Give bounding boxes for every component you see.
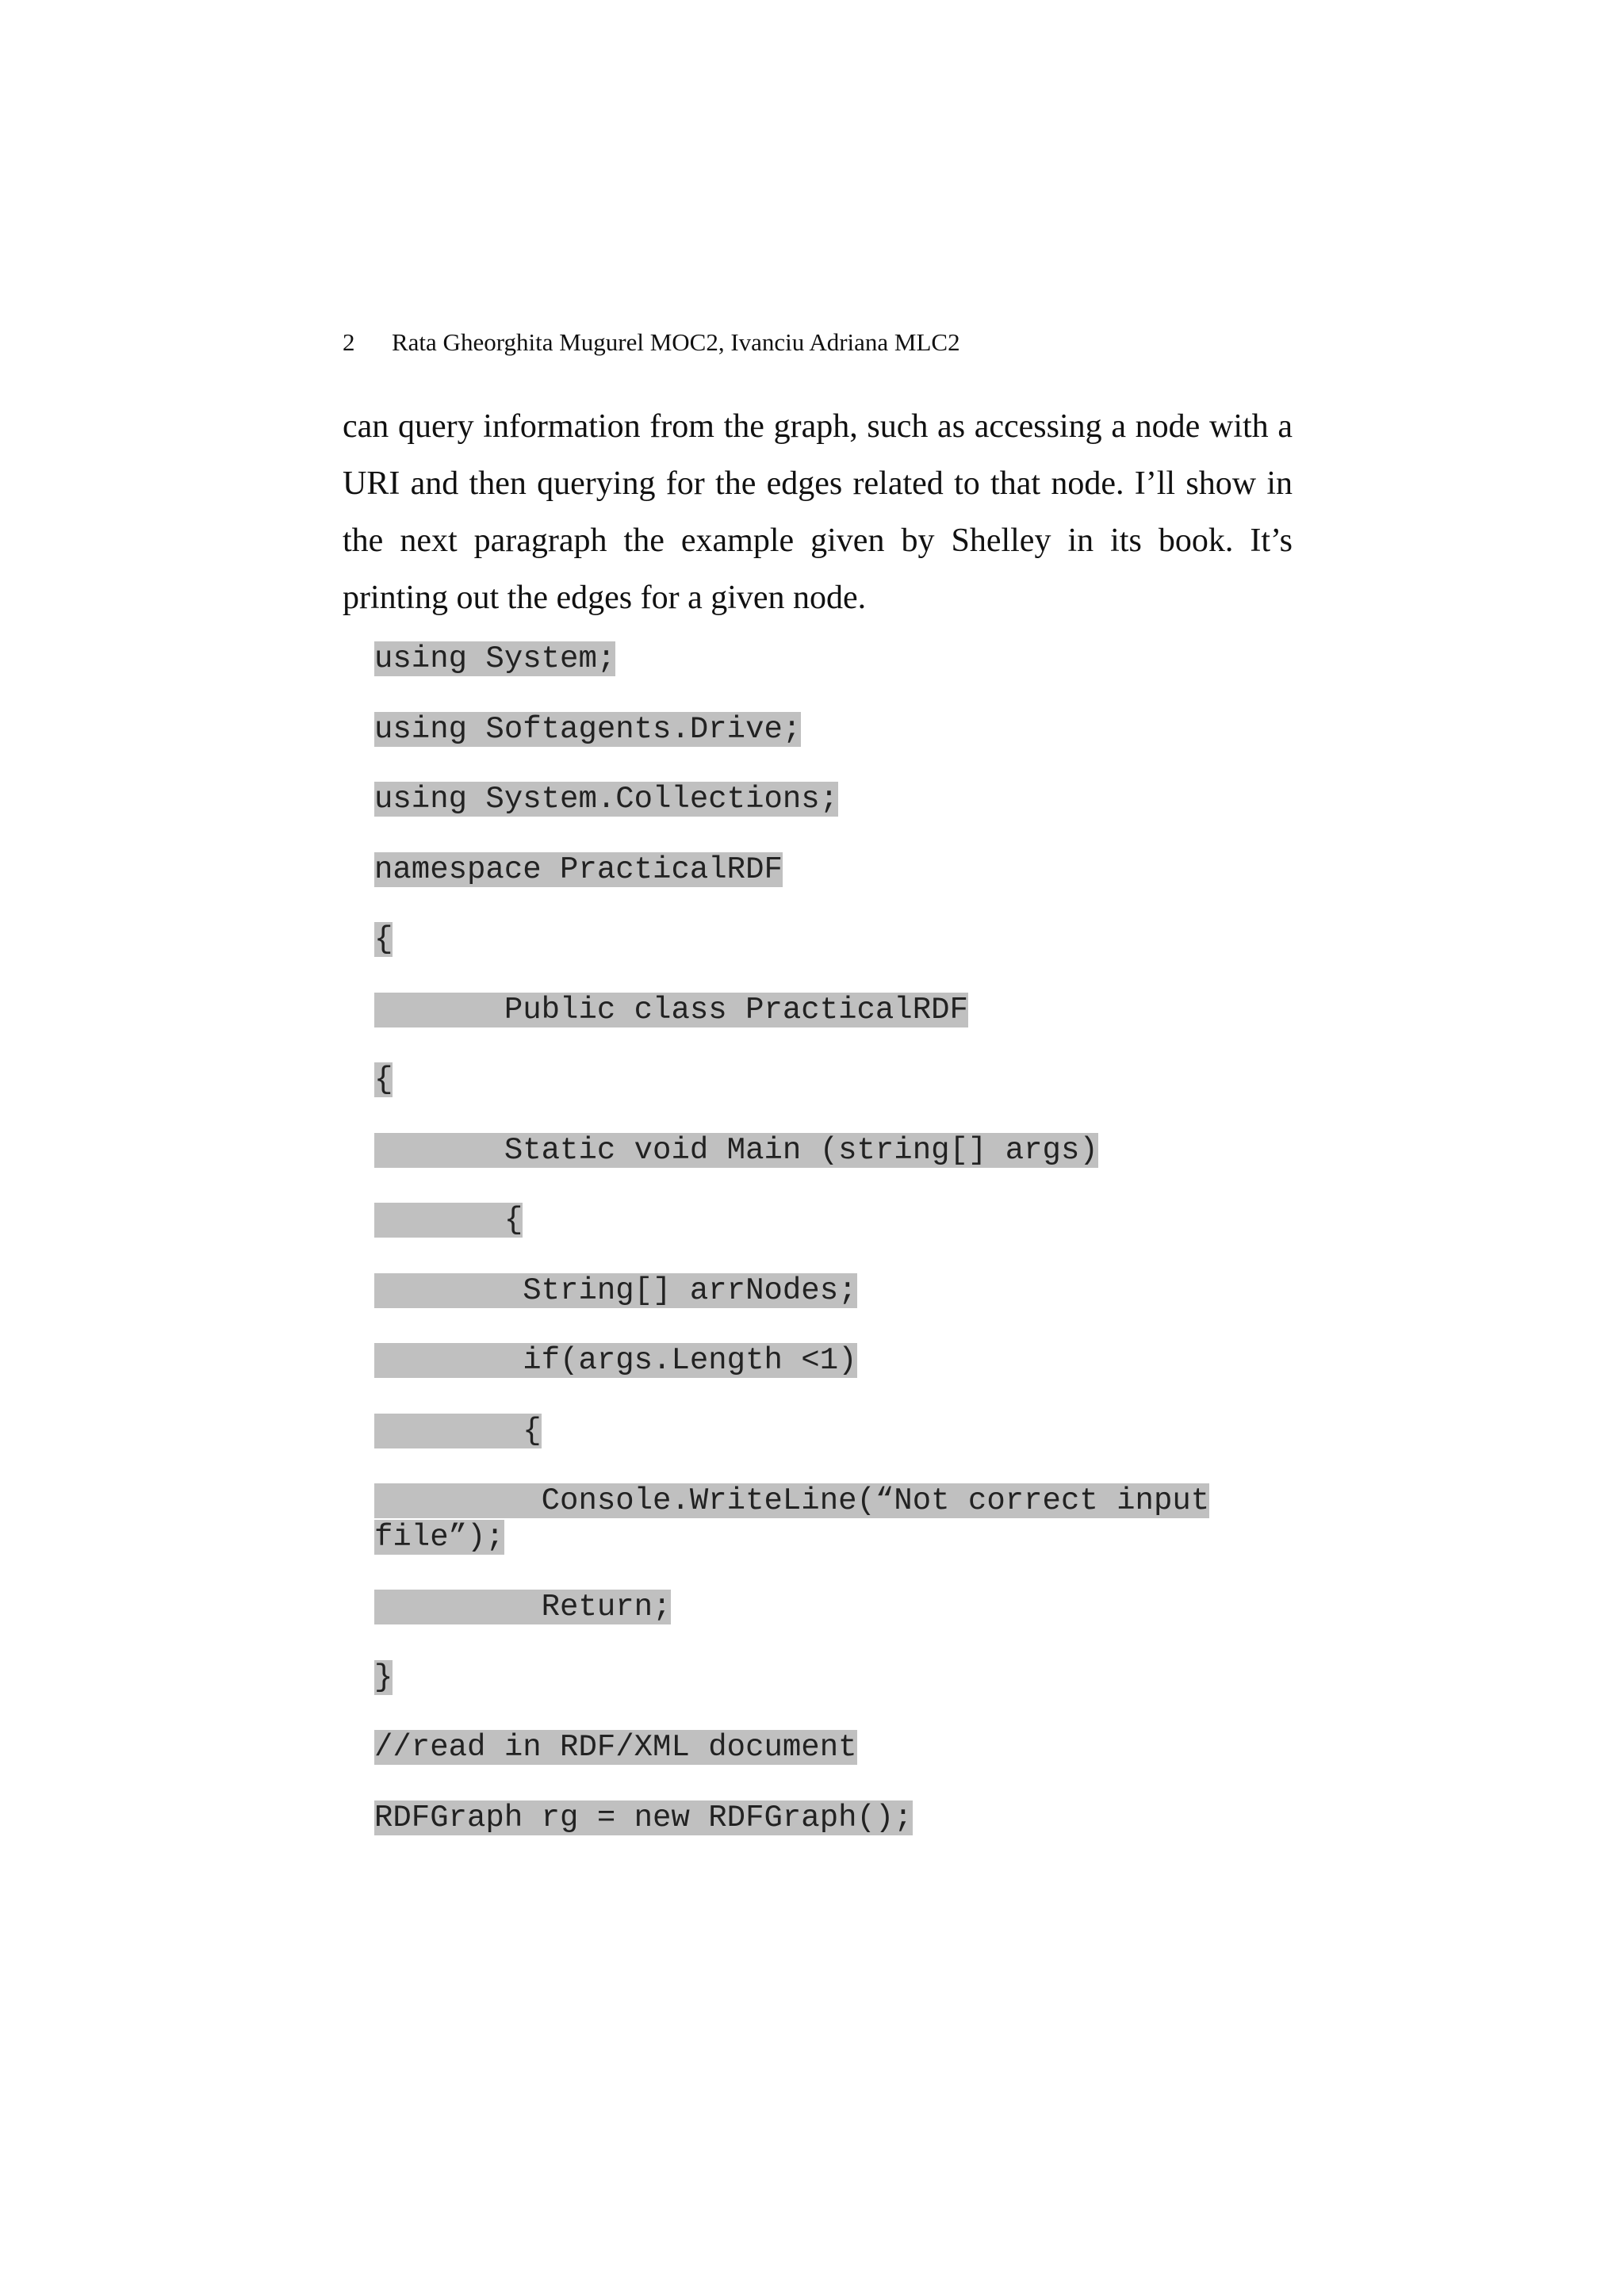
code-line-text: if(args.Length <1)	[374, 1343, 857, 1378]
code-line	[374, 1413, 542, 1449]
code-line	[374, 851, 783, 888]
code-line	[374, 1342, 857, 1379]
code-line-text: //read in RDF/XML document	[374, 1730, 857, 1765]
code-line	[374, 1062, 393, 1098]
code-line-text: }	[374, 1660, 393, 1695]
code-line	[374, 992, 968, 1028]
code-line	[374, 1202, 523, 1238]
code-line	[374, 921, 393, 958]
code-line-text: file”);	[374, 1520, 504, 1555]
code-line-text: {	[374, 922, 393, 957]
code-line	[374, 1132, 1098, 1169]
code-line	[374, 1519, 504, 1556]
running-header	[343, 327, 960, 358]
code-line-text: using Softagents.Drive;	[374, 712, 802, 747]
code-line	[374, 1272, 857, 1309]
code-line-text: namespace PracticalRDF	[374, 852, 783, 887]
code-line	[374, 1729, 857, 1766]
code-line-text: RDFGraph rg = new RDFGraph();	[374, 1800, 913, 1835]
code-line-text: {	[374, 1062, 393, 1097]
code-line	[374, 1483, 1209, 1519]
code-line-text: Console.WriteLine(“Not correct input	[374, 1483, 1210, 1518]
code-line-text: using System;	[374, 641, 616, 676]
code-line-text: {	[374, 1414, 542, 1448]
code-line-text: using System.Collections;	[374, 782, 839, 817]
code-line	[374, 641, 615, 677]
code-line-text: String[] arrNodes;	[374, 1273, 857, 1308]
body-paragraph: can query information from the graph, such as accessing a node with a URI and then querying for the edges related to that node. I’ll show in the next paragraph the example given by Shelley in its book. It’s printing out the edges for a given node.	[343, 408, 1293, 616]
code-line-text: Public class PracticalRDF	[374, 993, 968, 1027]
code-line	[374, 781, 838, 817]
code-line-text: {	[374, 1203, 523, 1238]
header-authors: Rata Gheorghita Mugurel MOC2, Ivanciu Adriana MLC2	[392, 328, 960, 356]
code-line	[374, 1659, 393, 1696]
code-line	[374, 1589, 671, 1625]
code-line-text: Static void Main (string[] args)	[374, 1133, 1098, 1168]
code-line	[374, 711, 801, 748]
code-line-text: Return;	[374, 1590, 672, 1624]
code-line	[374, 1800, 913, 1836]
page-number: 2	[343, 328, 355, 356]
